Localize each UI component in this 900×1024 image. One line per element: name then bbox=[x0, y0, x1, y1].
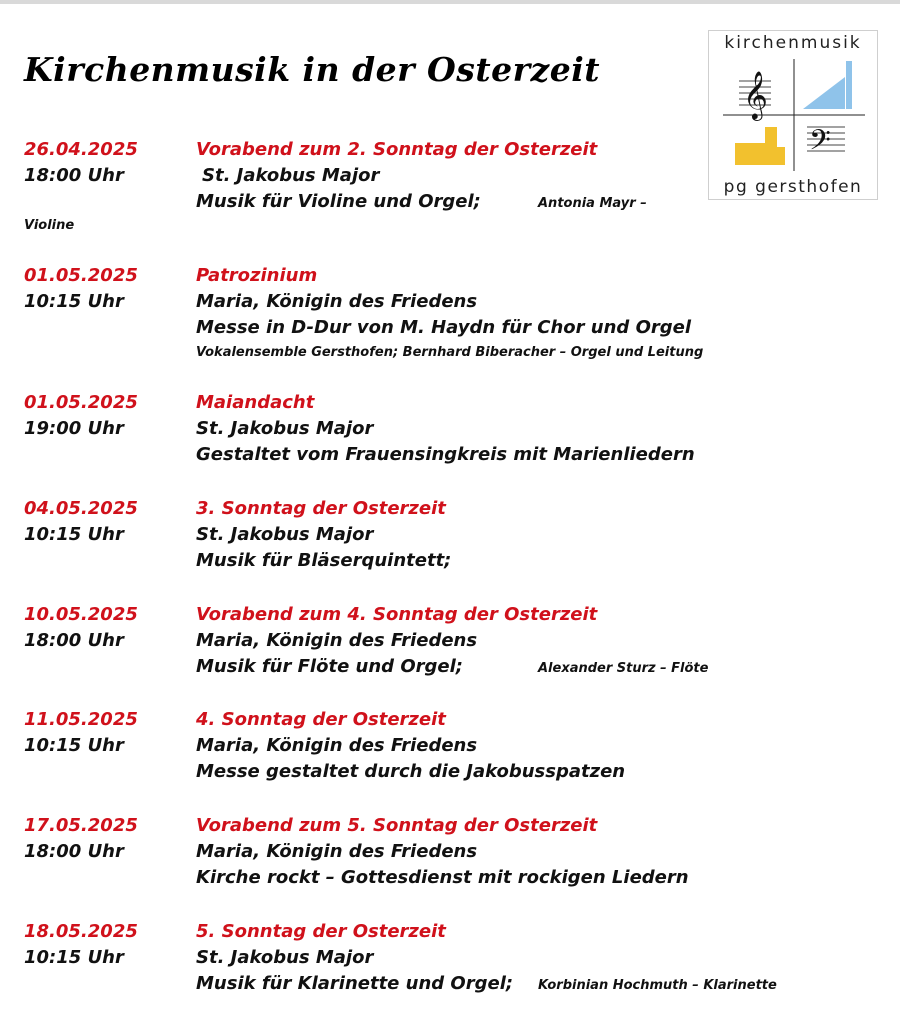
event-church: Maria, Königin des Friedens bbox=[196, 630, 478, 651]
event-performers: Vokalensemble Gersthofen; Bernhard Biberacher – Orgel und Leitung bbox=[196, 345, 704, 360]
event-performers: Antonia Mayr – bbox=[538, 196, 647, 211]
logo-top-text: kirchenmusik bbox=[724, 33, 862, 53]
event-date: 17.05.2025 bbox=[24, 815, 138, 836]
svg-text:𝄞: 𝄞 bbox=[743, 70, 768, 119]
event-date: 18.05.2025 bbox=[24, 921, 138, 942]
event-entry bbox=[0, 497, 900, 597]
event-time: 19:00 Uhr bbox=[24, 418, 124, 439]
event-date: 10.05.2025 bbox=[24, 604, 138, 625]
event-occasion: Vorabend zum 4. Sonntag der Osterzeit bbox=[196, 604, 598, 625]
event-date: 01.05.2025 bbox=[24, 265, 138, 286]
event-time: 10:15 Uhr bbox=[24, 291, 124, 312]
event-entry bbox=[0, 264, 900, 364]
event-entry bbox=[0, 391, 900, 491]
event-entry bbox=[0, 814, 900, 914]
event-church: St. Jakobus Major bbox=[196, 947, 374, 968]
event-church: Maria, Königin des Friedens bbox=[196, 735, 478, 756]
event-date: 26.04.2025 bbox=[24, 139, 138, 160]
event-time: 18:00 Uhr bbox=[24, 841, 124, 862]
event-date: 04.05.2025 bbox=[24, 498, 138, 519]
svg-text:𝄢: 𝄢 bbox=[809, 124, 831, 164]
event-entry bbox=[0, 603, 900, 703]
page-title: Kirchenmusik in der Osterzeit bbox=[24, 50, 600, 89]
event-occasion: Maiandacht bbox=[196, 392, 315, 413]
event-entry bbox=[0, 708, 900, 808]
event-church: St. Jakobus Major bbox=[196, 418, 374, 439]
event-time: 18:00 Uhr bbox=[24, 165, 124, 186]
event-occasion: 5. Sonntag der Osterzeit bbox=[196, 921, 446, 942]
event-music: Musik für Flöte und Orgel; bbox=[196, 656, 463, 677]
event-performers: Korbinian Hochmuth – Klarinette bbox=[538, 978, 777, 993]
event-music: Messe gestaltet durch die Jakobusspatzen bbox=[196, 761, 626, 782]
event-occasion: Vorabend zum 2. Sonntag der Osterzeit bbox=[196, 139, 598, 160]
event-occasion: Patrozinium bbox=[196, 265, 318, 286]
event-entry bbox=[0, 138, 900, 238]
event-date: 11.05.2025 bbox=[24, 709, 138, 730]
event-music: Messe in D-Dur von M. Haydn für Chor und Orgel bbox=[196, 317, 692, 338]
event-occasion: 4. Sonntag der Osterzeit bbox=[196, 709, 446, 730]
event-music: Musik für Klarinette und Orgel; bbox=[196, 973, 514, 994]
event-music: Gestaltet vom Frauensingkreis mit Marienliedern bbox=[196, 444, 695, 465]
event-time: 10:15 Uhr bbox=[24, 524, 124, 545]
event-church: St. Jakobus Major bbox=[202, 165, 380, 186]
event-music: Musik für Violine und Orgel; bbox=[196, 191, 481, 212]
event-church: Maria, Königin des Friedens bbox=[196, 291, 478, 312]
event-occasion: Vorabend zum 5. Sonntag der Osterzeit bbox=[196, 815, 598, 836]
event-performers-continued: Violine bbox=[24, 218, 75, 233]
event-date: 01.05.2025 bbox=[24, 392, 138, 413]
event-church: Maria, Königin des Friedens bbox=[196, 841, 478, 862]
organ-icon bbox=[803, 61, 852, 109]
event-entry bbox=[0, 920, 900, 1020]
event-time: 10:15 Uhr bbox=[24, 735, 124, 756]
treble-clef-icon bbox=[739, 70, 771, 121]
event-occasion: 3. Sonntag der Osterzeit bbox=[196, 498, 446, 519]
logo-bottom-text: pg gersthofen bbox=[723, 177, 863, 197]
event-music: Kirche rockt – Gottesdienst mit rockigen Liedern bbox=[196, 867, 689, 888]
event-time: 10:15 Uhr bbox=[24, 947, 124, 968]
event-church: St. Jakobus Major bbox=[196, 524, 374, 545]
event-time: 18:00 Uhr bbox=[24, 630, 124, 651]
event-music: Musik für Bläserquintett; bbox=[196, 550, 452, 571]
event-performers: Alexander Sturz – Flöte bbox=[538, 661, 709, 676]
top-border bbox=[0, 0, 900, 4]
